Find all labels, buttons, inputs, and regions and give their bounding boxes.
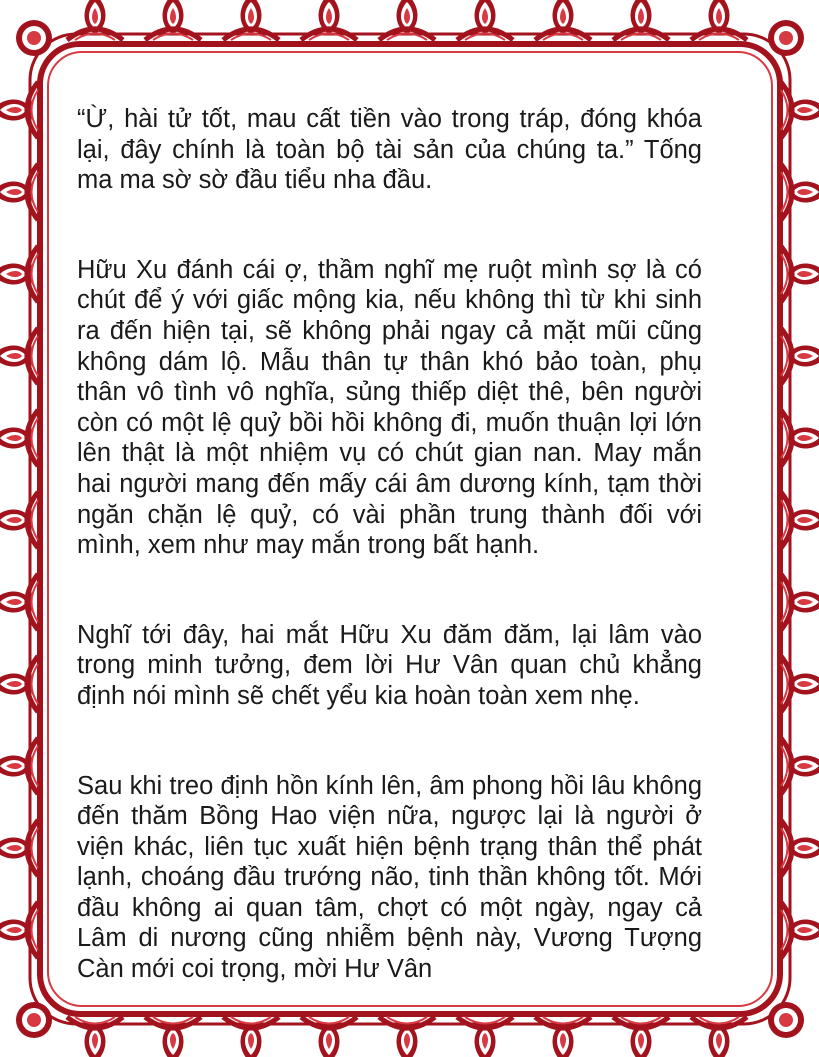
paragraph-4: Sau khi treo định hồn kính lên, âm phong hồi lâu không đến thăm Bồng Hao viện nữa, ngược lại là người ở viện khác, liên tục xuất hiện bệnh trạng thân thể phát lạnh, choáng đầu trướng não, tinh thần không tốt. Mới đầu không ai quan tâm, chợt có một ngày, ngay cả Lâm di nương cũng nhiễm bệnh này, Vương Tượng Càn mới coi trọng, mời Hư Vân <box>77 771 702 984</box>
paragraph-2: Hữu Xu đánh cái ợ, thầm nghĩ mẹ ruột mình sợ là có chút để ý với giấc mộng kia, nếu không thì từ khi sinh ra đến hiện tại, sẽ không phải ngay cả mặt mũi cũng không dám lộ. Mẫu thân tự thân khó bảo toàn, phụ thân vô tình vô nghĩa, sủng thiếp diệt thê, bên người còn có một lệ quỷ bồi hồi không đi, muốn thuận lợi lớn lên thật là một nhiệm vụ có chút gian nan. May mắn hai người mang đến mấy cái âm dương kính, tạm thời ngăn chặn lệ quỷ, có vài phần trung thành đối với mình, xem như may mắn trong bất hạnh. <box>77 255 702 560</box>
paragraph-1: “Ừ, hài tử tốt, mau cất tiền vào trong tráp, đóng khóa lại, đây chính là toàn bộ tài sản của chúng ta.” Tống ma ma sờ sờ đầu tiểu nha đầu. <box>77 105 702 195</box>
paragraph-3: Nghĩ tới đây, hai mắt Hữu Xu đăm đăm, lại lâm vào trong minh tưởng, đem lời Hư Vân quan chủ khẳng định nói mình sẽ chết yểu kia hoàn toàn xem nhẹ. <box>77 620 702 710</box>
story-text <box>77 104 702 985</box>
